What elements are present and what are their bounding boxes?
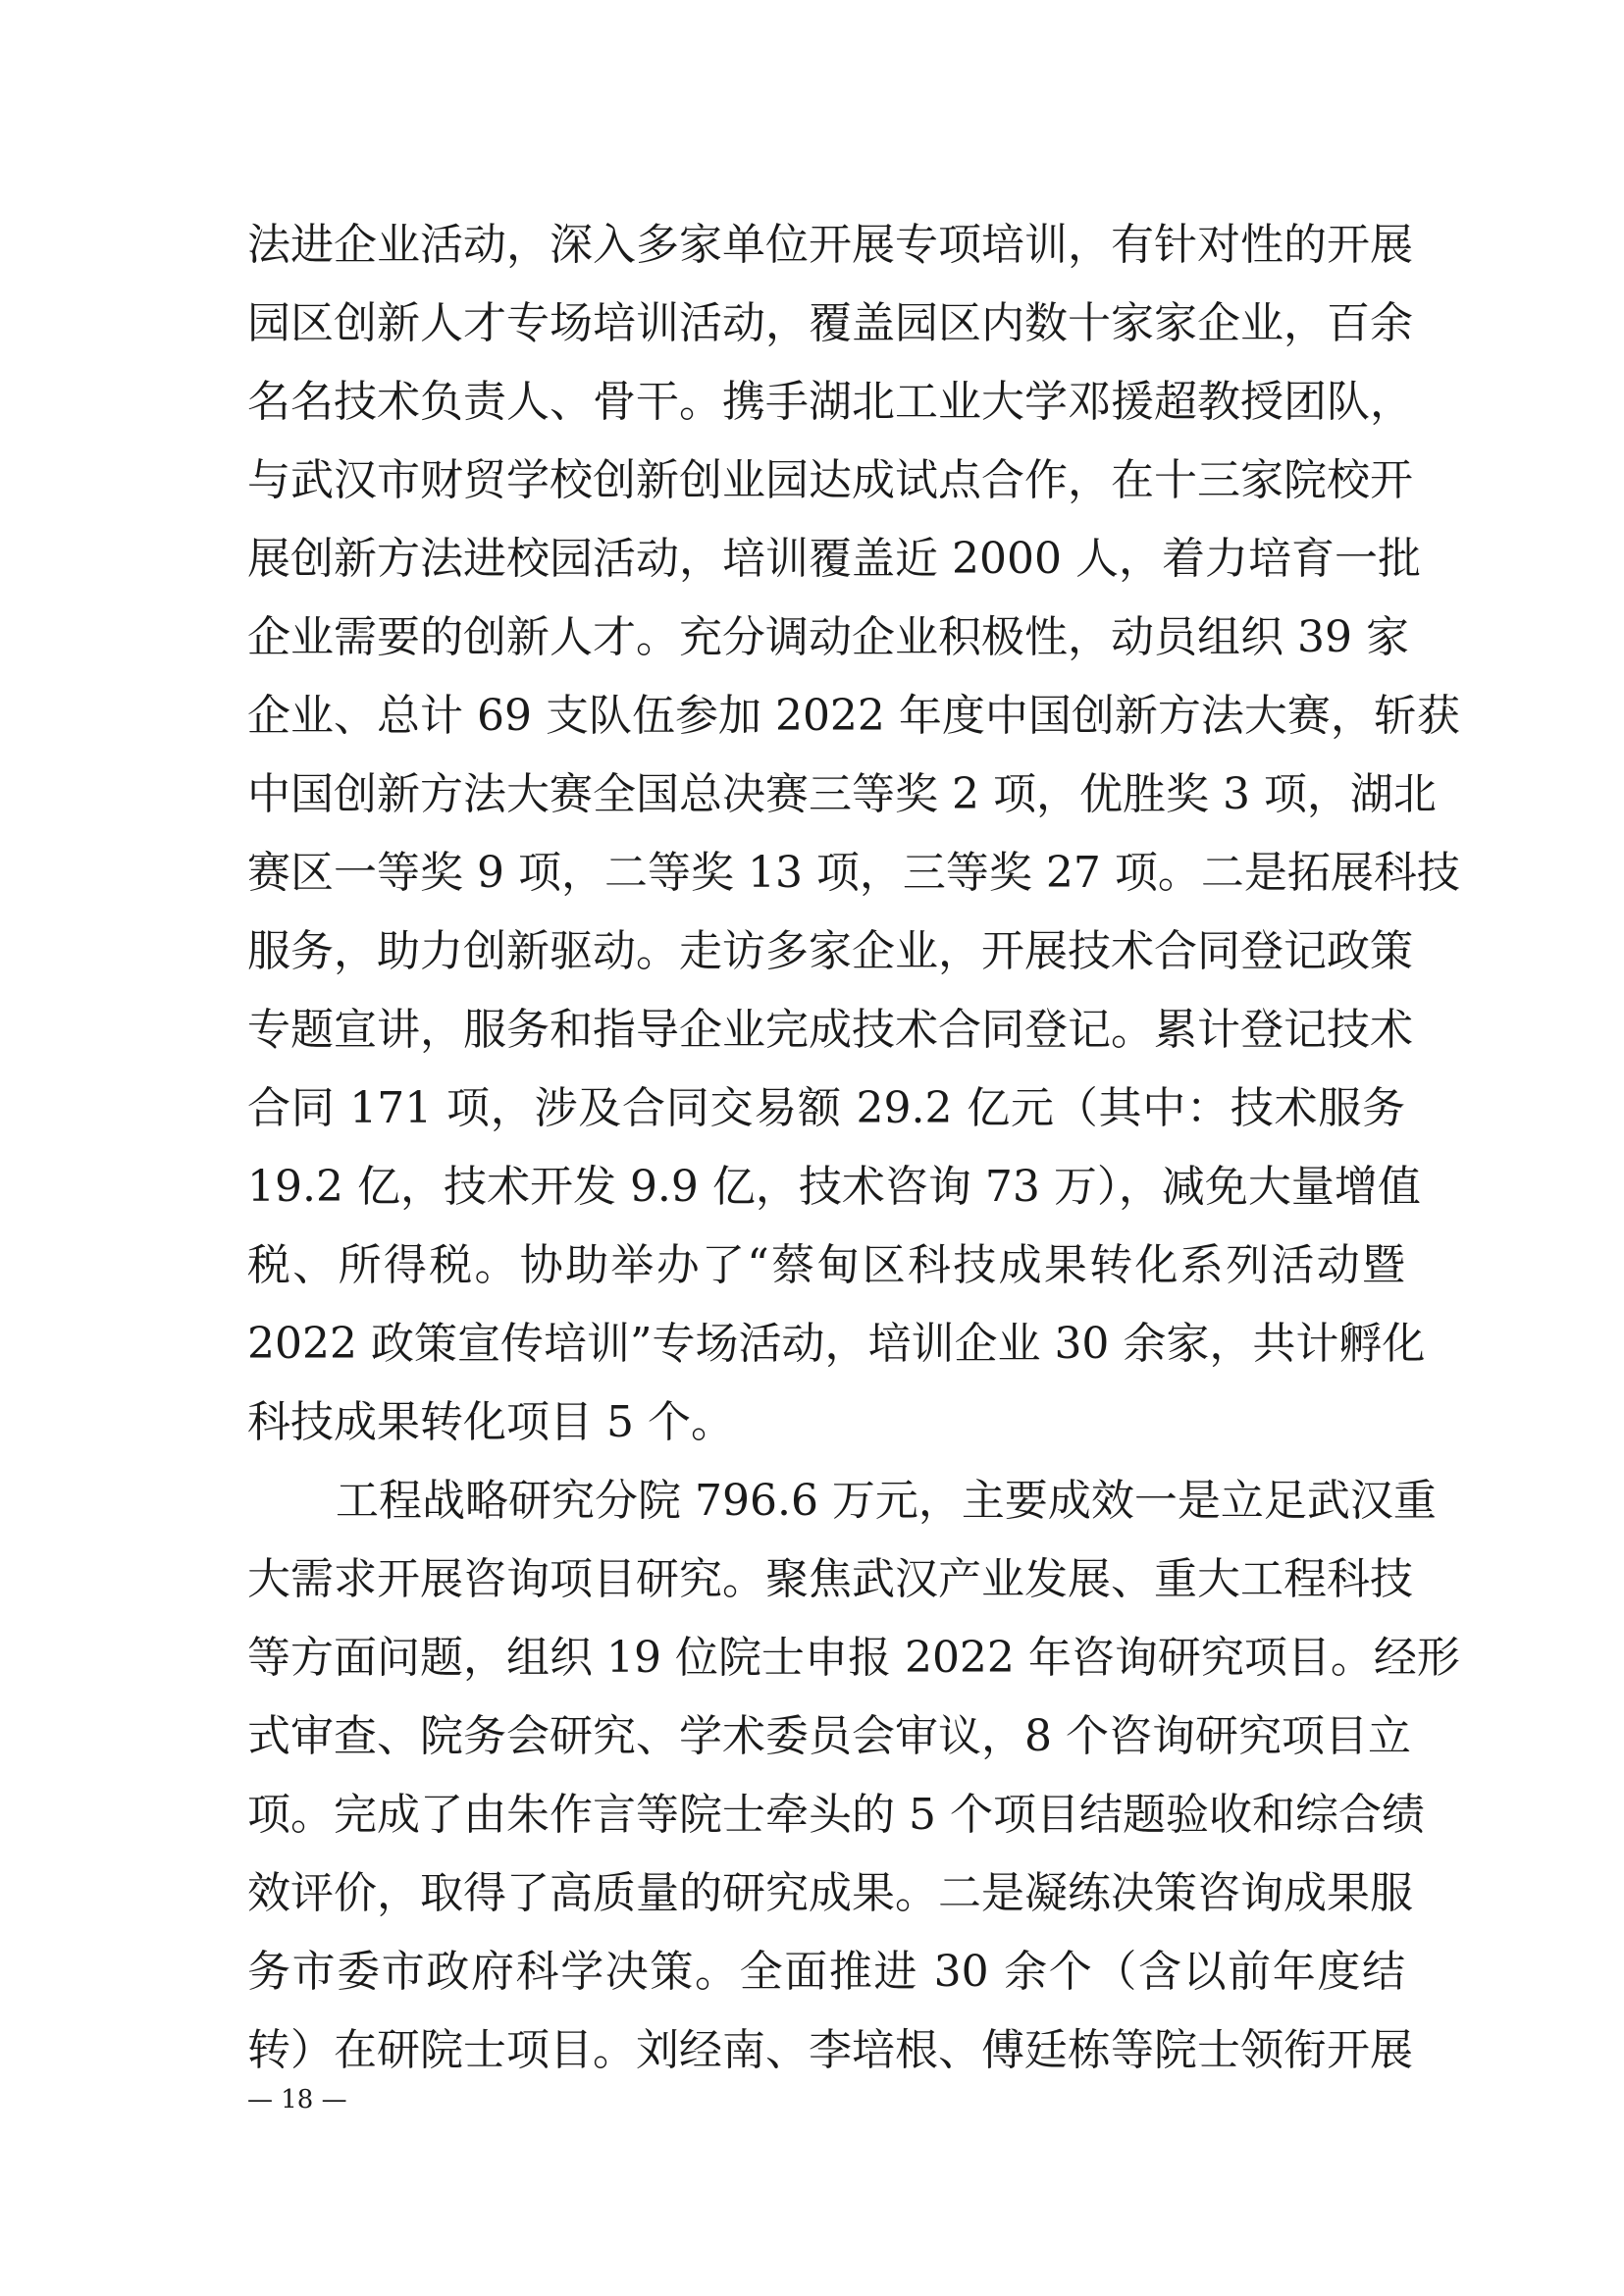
paragraph-line: 展创新方法进校园活动，培训覆盖近 2000 人，着力培育一批 — [247, 534, 1421, 584]
paragraph-line: 大需求开展咨询项目研究。聚焦武汉产业发展、重大工程科技 — [247, 1554, 1413, 1604]
paragraph-line: 中国创新方法大赛全国总决赛三等奖 2 项，优胜奖 3 项，湖北 — [247, 769, 1437, 819]
paragraph-1 — [247, 206, 1460, 1462]
paragraph-line: 等方面问题，组织 19 位院士申报 2022 年咨询研究项目。经形 — [247, 1633, 1460, 1683]
paragraph-line: 项。完成了由朱作言等院士牵头的 5 个项目结题验收和综合绩 — [247, 1790, 1425, 1840]
paragraph-line: 名名技术负责人、骨干。携手湖北工业大学邓援超教授团队， — [247, 377, 1413, 427]
paragraph-line: 税、所得税。协助举办了“蔡甸区科技成果转化系列活动暨 — [247, 1240, 1405, 1290]
paragraph-line: 法进企业活动，深入多家单位开展专项培训，有针对性的开展 — [247, 220, 1413, 270]
paragraph-line: 19.2 亿，技术开发 9.9 亿，技术咨询 73 万），减免大量增值 — [247, 1162, 1421, 1212]
paragraph-line: 合同 171 项，涉及合同交易额 29.2 亿元（其中：技术服务 — [247, 1083, 1405, 1133]
paragraph-line: 式审查、院务会研究、学术委员会审议，8 个咨询研究项目立 — [247, 1711, 1411, 1761]
paragraph-line: 与武汉市财贸学校创新创业园达成试点合作，在十三家院校开 — [247, 455, 1413, 505]
paragraph-line: 企业需要的创新人才。充分调动企业积极性，动员组织 39 家 — [247, 612, 1409, 662]
paragraph-line: 务市委市政府科学决策。全面推进 30 余个（含以前年度结 — [247, 1947, 1405, 1997]
paragraph-line: 专题宣讲，服务和指导企业完成技术合同登记。累计登记技术 — [247, 1005, 1413, 1055]
paragraph-2 — [247, 1462, 1460, 2090]
paragraph-line: 工程战略研究分院 796.6 万元，主要成效一是立足武汉重 — [336, 1476, 1437, 1526]
paragraph-line: 赛区一等奖 9 项，二等奖 13 项，三等奖 27 项。二是拓展科技 — [247, 848, 1460, 898]
paragraph-line: 效评价，取得了高质量的研究成果。二是凝练决策咨询成果服 — [247, 1868, 1413, 1918]
page-number: — 18 — — [247, 2085, 347, 2114]
paragraph-line: 转）在研院士项目。刘经南、李培根、傅廷栋等院士领衔开展 — [247, 2025, 1413, 2075]
paragraph-line: 企业、总计 69 支队伍参加 2022 年度中国创新方法大赛，斩获 — [247, 691, 1460, 741]
paragraph-line: 园区创新人才专场培训活动，覆盖园区内数十家家企业，百余 — [247, 298, 1413, 348]
paragraph-line: 服务，助力创新驱动。走访多家企业，开展技术合同登记政策 — [247, 926, 1413, 976]
body-text — [247, 206, 1460, 2090]
paragraph-line: 科技成果转化项目 5 个。 — [247, 1397, 734, 1447]
paragraph-line: 2022 政策宣传培训”专场活动，培训企业 30 余家，共计孵化 — [247, 1319, 1426, 1369]
